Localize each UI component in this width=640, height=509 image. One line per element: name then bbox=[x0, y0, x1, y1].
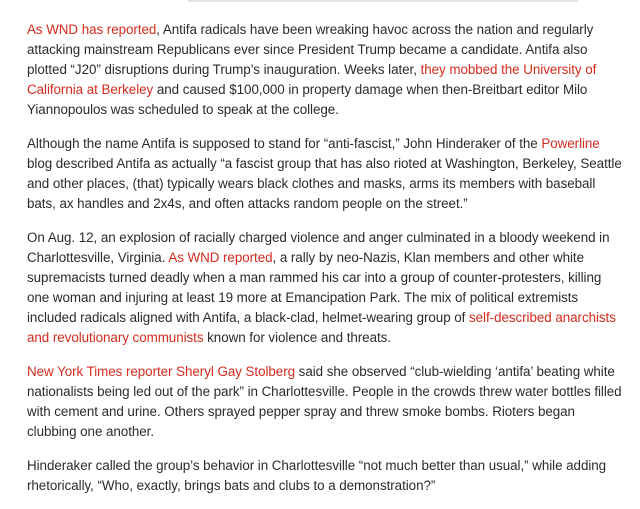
paragraph-3 bbox=[27, 228, 627, 348]
link-nyt-reporter[interactable]: New York Times reporter Sheryl Gay Stolberg bbox=[27, 364, 296, 379]
paragraph-text: said she observed “club-wielding ‘antifa’ beating white nationalists being led out of the park” in Charlottesville. People in the crowds threw water bottles filled with cement and urine. Others sprayed pepper spray and threw smoke bombs. Rioters began clubbing one another. bbox=[27, 364, 622, 439]
paragraph-text: , a rally by neo-Nazis, Klan members and other white supremacists turned deadly when a man rammed his car into a group of counter-protesters, killing one woman and injuring at least 19 more at Emancipation Park. The mix of political extremists included radicals aligned with Antifa, a black-clad, helmet-wearing group of bbox=[27, 250, 602, 325]
link-wnd-has-reported[interactable]: As WND has reported bbox=[27, 22, 157, 37]
paragraph-text: Hinderaker called the group’s behavior in Charlottesville “not much better than usual,” while adding rhetorically, “Who, exactly, brings bats and clubs to a demonstration?” bbox=[27, 458, 607, 493]
top-divider bbox=[188, 0, 578, 2]
paragraph-text: On Aug. 12, an explosion of racially charged violence and anger culminated in a bloody weekend in Charlottesville, Virginia. bbox=[27, 230, 610, 265]
paragraph-4 bbox=[27, 362, 627, 442]
link-wnd-reported[interactable]: As WND reported bbox=[168, 250, 273, 265]
link-anarchists-communists[interactable]: self-described anarchists and revolutionary communists bbox=[27, 310, 616, 345]
link-powerline[interactable]: Powerline bbox=[541, 136, 600, 151]
article-body bbox=[27, 20, 627, 509]
paragraph-text: known for violence and threats. bbox=[203, 330, 391, 345]
paragraph-2 bbox=[27, 134, 627, 214]
paragraph-text: Although the name Antifa is supposed to stand for “anti-fascist,” John Hinderaker of the bbox=[27, 136, 542, 151]
paragraph-text: blog described Antifa as actually “a fascist group that has also rioted at Washington, Berkeley, Seattle and other places, (that) typically wears black clothes and masks, arms its members with baseball bats, ax handles and 2x4s, and often attacks random people on the street.” bbox=[27, 156, 622, 211]
link-berkeley-mob[interactable]: they mobbed the University of California at Berkeley bbox=[27, 62, 597, 97]
paragraph-5 bbox=[27, 456, 627, 496]
paragraph-1 bbox=[27, 20, 627, 120]
paragraph-text: , Antifa radicals have been wreaking havoc across the nation and regularly attacking mainstream Republicans ever since President Trump became a candidate. Antifa also plotted “J20” disruptions during Trump’s inauguration. Weeks later, bbox=[27, 22, 594, 77]
paragraph-text: and caused $100,000 in property damage when then-Breitbart editor Milo Yiannopoulos was scheduled to speak at the college. bbox=[27, 82, 588, 117]
